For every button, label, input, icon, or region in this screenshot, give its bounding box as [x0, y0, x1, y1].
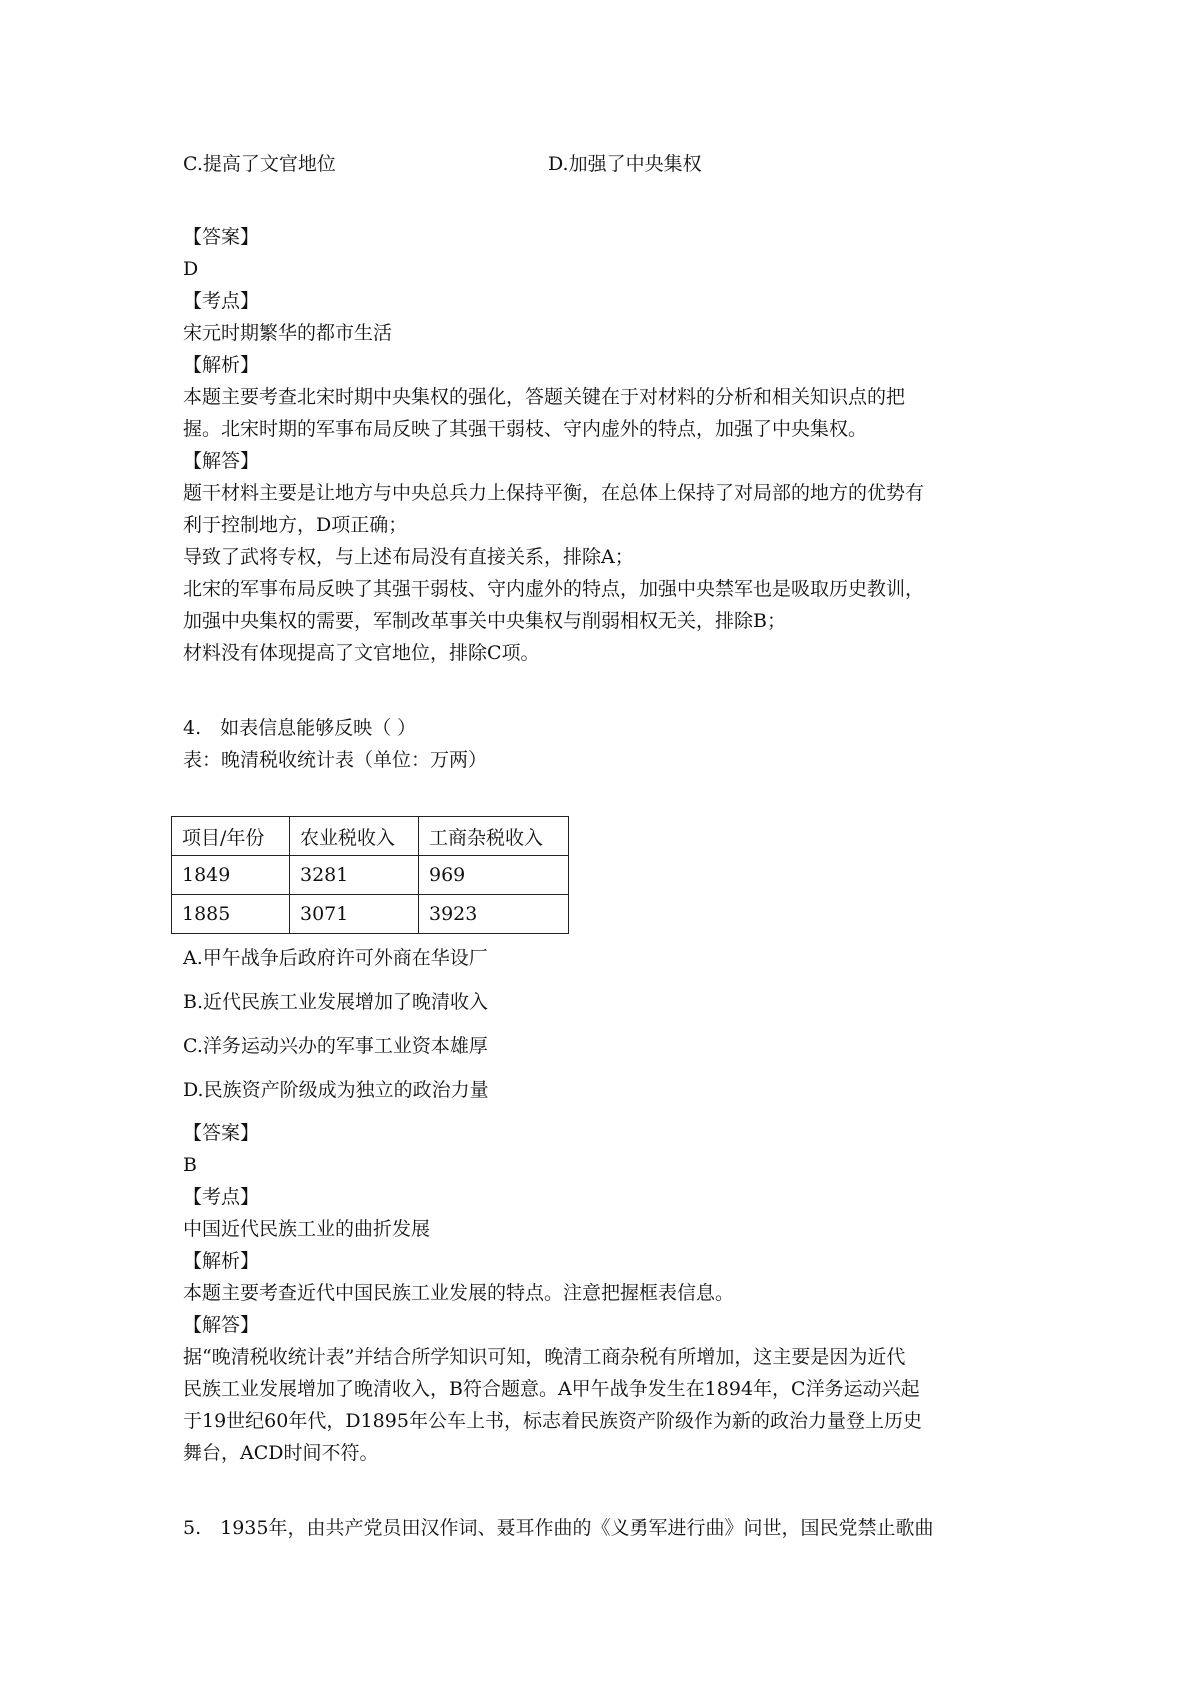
table-cell: 969: [419, 856, 569, 895]
q3-answer: D: [183, 258, 199, 280]
table-cell: 1885: [172, 895, 290, 934]
table-cell: 1849: [172, 856, 290, 895]
q3-option-d: D.加强了中央集权: [548, 153, 702, 175]
table-cell: 3923: [419, 895, 569, 934]
q4-solution-line: 民族工业发展增加了晚清收入，B符合题意。A甲午战争发生在1894年，C洋务运动兴起: [183, 1378, 920, 1400]
table-header-cell: 农业税收入: [290, 817, 419, 856]
q4-option-c: C.洋务运动兴办的军事工业资本雄厚: [183, 1035, 488, 1057]
q4-table-caption: 表：晚清税收统计表（单位：万两）: [183, 749, 488, 771]
q4-option-b: B.近代民族工业发展增加了晚清收入: [183, 991, 489, 1013]
q3-analysis-line: 本题主要考查北宋时期中央集权的强化，答题关键在于对材料的分析和相关知识点的把: [183, 386, 906, 408]
q4-stem: 4. 如表信息能够反映（ ）: [183, 717, 417, 739]
q3-solution-line: 北宋的军事布局反映了其强干弱枝、守内虚外的特点，加强中央禁军也是吸取历史教训，: [183, 578, 925, 600]
q4-point-heading: 【考点】: [183, 1186, 260, 1208]
table-header-cell: 项目/年份: [172, 817, 290, 856]
table-header-row: [172, 817, 569, 856]
q3-solution-line: 导致了武将专权，与上述布局没有直接关系，排除A；: [183, 546, 634, 568]
q3-point-heading: 【考点】: [183, 290, 260, 312]
table-header-cell: 工商杂税收入: [419, 817, 569, 856]
q4-option-d: D.民族资产阶级成为独立的政治力量: [183, 1079, 489, 1101]
q4-solution-line: 舞台，ACD时间不符。: [183, 1442, 379, 1464]
q3-solution-heading: 【解答】: [183, 450, 260, 472]
q4-analysis-line: 本题主要考查近代中国民族工业发展的特点。注意把握框表信息。: [183, 1282, 735, 1304]
q4-answer: B: [183, 1154, 197, 1176]
q4-analysis-heading: 【解析】: [183, 1250, 260, 1272]
q4-option-a: A.甲午战争后政府许可外商在华设厂: [183, 947, 488, 969]
table-cell: 3281: [290, 856, 419, 895]
q4-point: 中国近代民族工业的曲折发展: [183, 1218, 431, 1240]
q4-solution-heading: 【解答】: [183, 1314, 260, 1336]
q3-solution-line: 利于控制地方，D项正确；: [183, 514, 408, 536]
q4-answer-heading: 【答案】: [183, 1122, 260, 1144]
q3-option-c: C.提高了文官地位: [183, 153, 336, 175]
q3-analysis-heading: 【解析】: [183, 354, 260, 376]
q3-point: 宋元时期繁华的都市生活: [183, 322, 393, 344]
tax-statistics-table: [171, 816, 569, 934]
table-row: [172, 856, 569, 895]
q3-solution-line: 题干材料主要是让地方与中央总兵力上保持平衡，在总体上保持了对局部的地方的优势有: [183, 482, 925, 504]
q3-answer-heading: 【答案】: [183, 226, 260, 248]
q3-analysis-line: 握。北宋时期的军事布局反映了其强干弱枝、守内虚外的特点，加强了中央集权。: [183, 418, 868, 440]
q4-solution-line: 于19世纪60年代，D1895年公车上书，标志着民族资产阶级作为新的政治力量登上历史: [183, 1410, 922, 1432]
table-row: [172, 895, 569, 934]
q5-stem: 5. 1935年，由共产党员田汉作词、聂耳作曲的《义勇军进行曲》问世，国民党禁止歌曲: [183, 1517, 934, 1539]
table-cell: 3071: [290, 895, 419, 934]
q3-solution-line: 材料没有体现提高了文官地位，排除C项。: [183, 642, 540, 664]
q3-solution-line: 加强中央集权的需要，军制改革事关中央集权与削弱相权无关，排除B；: [183, 610, 786, 632]
q4-solution-line: 据“晚清税收统计表”并结合所学知识可知，晚清工商杂税有所增加，这主要是因为近代: [183, 1346, 906, 1368]
